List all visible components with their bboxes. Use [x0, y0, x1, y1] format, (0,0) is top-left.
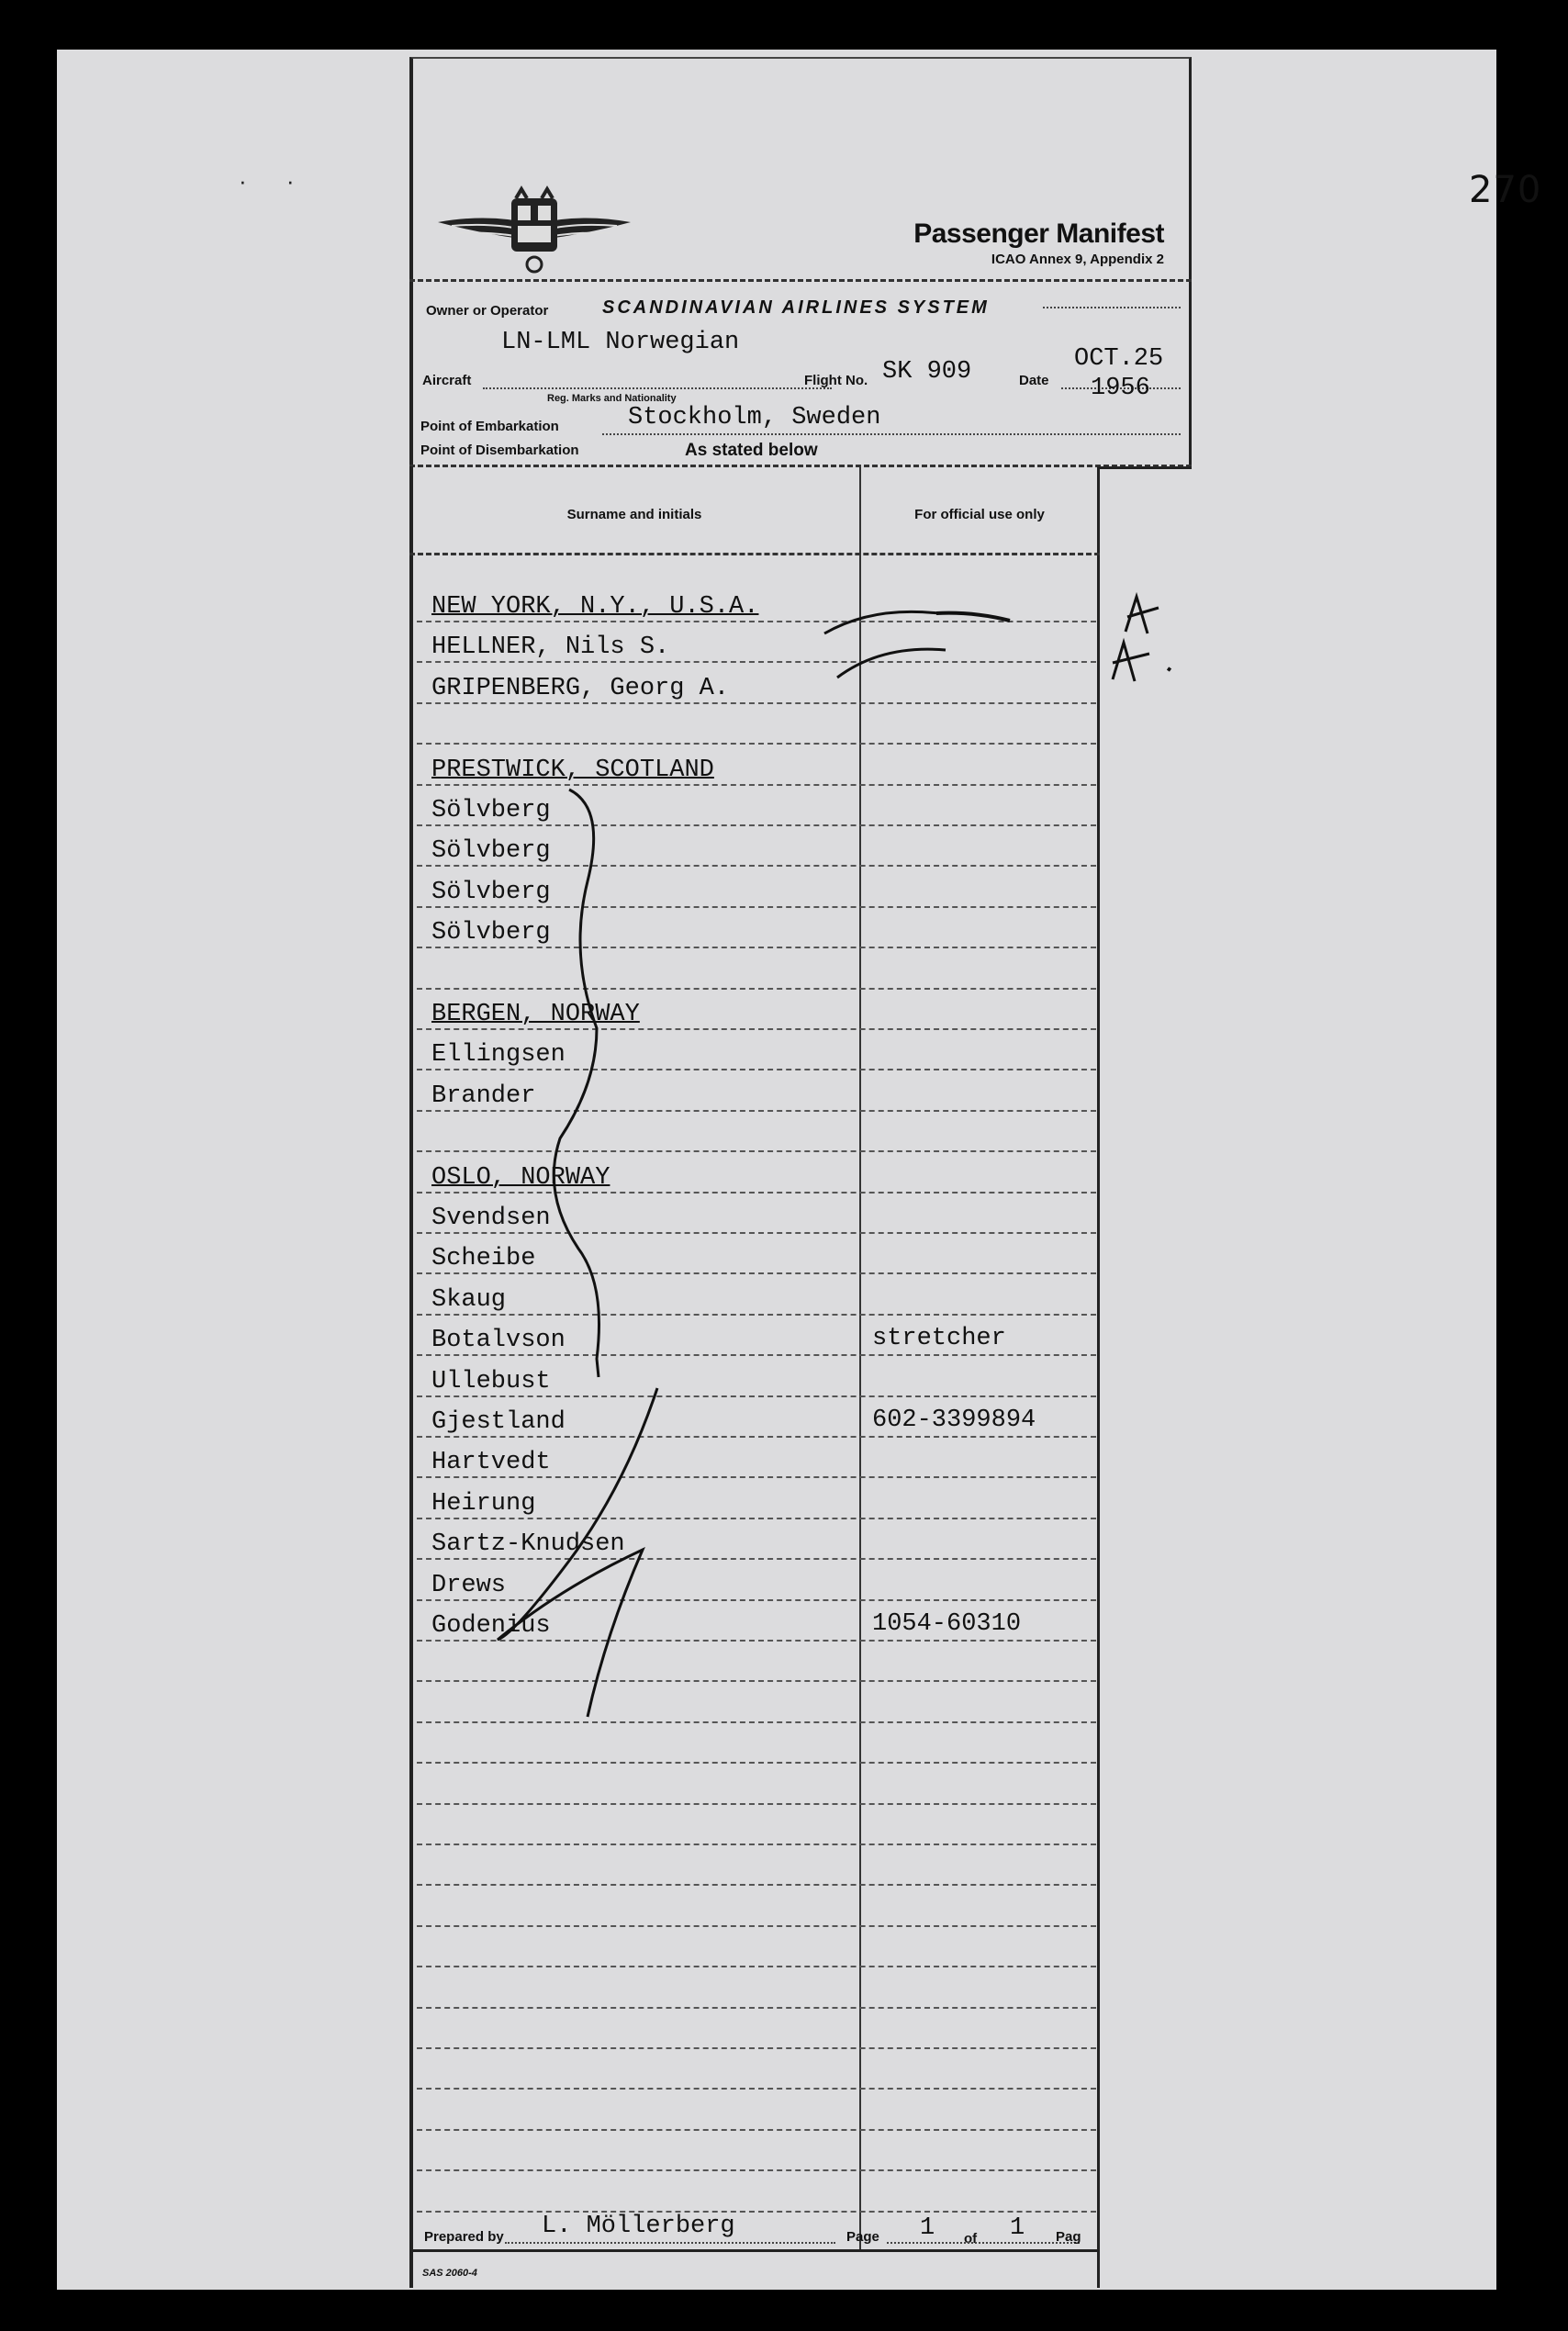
table-top-edge: [1100, 466, 1192, 469]
aircraft-dotline: [483, 387, 832, 389]
table-row: [417, 826, 1096, 867]
table-row: [417, 949, 1096, 990]
manifest-subtitle: ICAO Annex 9, Appendix 2: [991, 252, 1164, 267]
owner-label: Owner or Operator: [426, 303, 549, 319]
manifest-title: Passenger Manifest: [913, 219, 1164, 249]
passenger-name: Svendsen: [431, 1205, 551, 1232]
passenger-name: Drews: [431, 1571, 507, 1599]
disembarkation-value: As stated below: [685, 441, 818, 460]
table-row: [417, 1275, 1096, 1316]
scan-specks: · ·: [239, 167, 311, 195]
row-rule: [417, 1680, 1096, 1682]
passenger-name: Godenius: [431, 1612, 551, 1640]
header-divider: [409, 279, 1192, 282]
aircraft-label: Aircraft: [422, 373, 472, 388]
row-rule: [417, 1762, 1096, 1764]
table-row: [417, 1030, 1096, 1070]
table-row: [417, 745, 1096, 786]
table-row: [417, 1153, 1096, 1194]
destination-heading: OSLO, NORWAY: [431, 1163, 610, 1192]
prepared-by-label: Prepared by: [424, 2229, 504, 2245]
table-row: [417, 908, 1096, 948]
table-row: [417, 1357, 1096, 1397]
table-row: [417, 664, 1096, 704]
row-rule: [417, 2047, 1096, 2049]
destination-heading: BERGEN, NORWAY: [431, 1001, 640, 1028]
passenger-name: HELLNER, Nils S.: [431, 633, 670, 662]
passenger-name: Ullebust: [431, 1367, 551, 1395]
table-header-rule: [409, 553, 1100, 555]
owner-value: SCANDINAVIAN AIRLINES SYSTEM: [602, 297, 990, 318]
flight-no-value: SK 909: [882, 358, 972, 386]
passenger-manifest-form: [409, 57, 1192, 2288]
footer-rule: [409, 2249, 1100, 2252]
passenger-name: Ellingsen: [431, 1041, 566, 1070]
embarkation-dotline: [602, 433, 1181, 435]
official-use-cell: 1054-60310: [872, 1610, 1022, 1638]
prepared-dotline: [505, 2242, 835, 2244]
flight-no-label: Flight No.: [804, 373, 868, 388]
page-cut-label: Pag: [1056, 2229, 1081, 2245]
passenger-name: Sartz-Knudsen: [431, 1530, 625, 1559]
row-rule: [417, 1844, 1096, 1845]
table-row: [417, 786, 1096, 826]
table-row: [417, 1234, 1096, 1274]
table-row: [417, 1112, 1096, 1152]
row-rule: [417, 1721, 1096, 1723]
table-row: [417, 1519, 1096, 1560]
embarkation-label: Point of Embarkation: [420, 419, 559, 434]
table-row: [417, 1438, 1096, 1478]
passenger-name: Heirung: [431, 1489, 536, 1518]
passenger-name: Scheibe: [431, 1245, 536, 1273]
row-rule: [417, 2007, 1096, 2009]
row-rule: [417, 1803, 1096, 1805]
official-use-cell: 602-3399894: [872, 1406, 1036, 1434]
passenger-name: Brander: [431, 1081, 536, 1110]
table-row: [417, 1397, 1096, 1438]
disembarkation-label: Point of Disembarkation: [420, 443, 579, 458]
passenger-name: Hartvedt: [431, 1449, 551, 1477]
page-label: Page: [846, 2229, 879, 2245]
table-row: [417, 1479, 1096, 1519]
row-rule: [417, 2169, 1096, 2171]
row-rule: [417, 2129, 1096, 2131]
row-rule: [417, 2088, 1096, 2090]
row-rule: [417, 1884, 1096, 1886]
row-rule: [417, 2211, 1096, 2213]
date-value-month-day: OCT.25: [1074, 345, 1164, 373]
table-row: [417, 1316, 1096, 1356]
form-code: SAS 2060-4: [422, 2268, 477, 2279]
official-use-cell: stretcher: [872, 1325, 1006, 1353]
passenger-name: Botalvson: [431, 1327, 566, 1355]
col-header-official: For official use only: [914, 507, 1045, 522]
table-row: [417, 1561, 1096, 1601]
embarkation-value: Stockholm, Sweden: [628, 404, 881, 431]
table-row: [417, 582, 1096, 622]
row-rule: [417, 1925, 1096, 1927]
of-value: 1: [1010, 2214, 1025, 2242]
passenger-name: Sölvberg: [431, 837, 551, 866]
table-row: [417, 868, 1096, 908]
prepared-by-value: L. Möllerberg: [542, 2213, 735, 2240]
passenger-name: Sölvberg: [431, 878, 551, 906]
passenger-name: GRIPENBERG, Georg A.: [431, 674, 730, 702]
page-number: 270: [1469, 169, 1542, 211]
table-row: [417, 622, 1096, 663]
passenger-name: Skaug: [431, 1285, 507, 1314]
table-row: [417, 1194, 1096, 1234]
owner-dotline: [1043, 307, 1181, 308]
table-row: [417, 1601, 1096, 1642]
date-label: Date: [1019, 373, 1049, 388]
airline-logo-icon: [433, 185, 635, 286]
passenger-name: Gjestland: [431, 1408, 566, 1436]
table-row: [417, 990, 1096, 1030]
table-row: [417, 1071, 1096, 1112]
aircraft-value: LN-LML Norwegian: [501, 329, 740, 356]
col-header-surname: Surname and initials: [566, 507, 702, 522]
passenger-name: Sölvberg: [431, 919, 551, 947]
page-value: 1: [920, 2214, 935, 2242]
destination-heading: NEW YORK, N.Y., U.S.A.: [431, 593, 759, 621]
passenger-name: Sölvberg: [431, 797, 551, 824]
date-value-year: 1956: [1091, 375, 1150, 402]
row-rule: [417, 1966, 1096, 1967]
of-label: of: [964, 2231, 978, 2247]
destination-heading: PRESTWICK, SCOTLAND: [431, 756, 714, 784]
table-row: [417, 704, 1096, 745]
reg-marks-label: Reg. Marks and Nationality: [547, 393, 677, 404]
page-dotline: [887, 2242, 1080, 2244]
